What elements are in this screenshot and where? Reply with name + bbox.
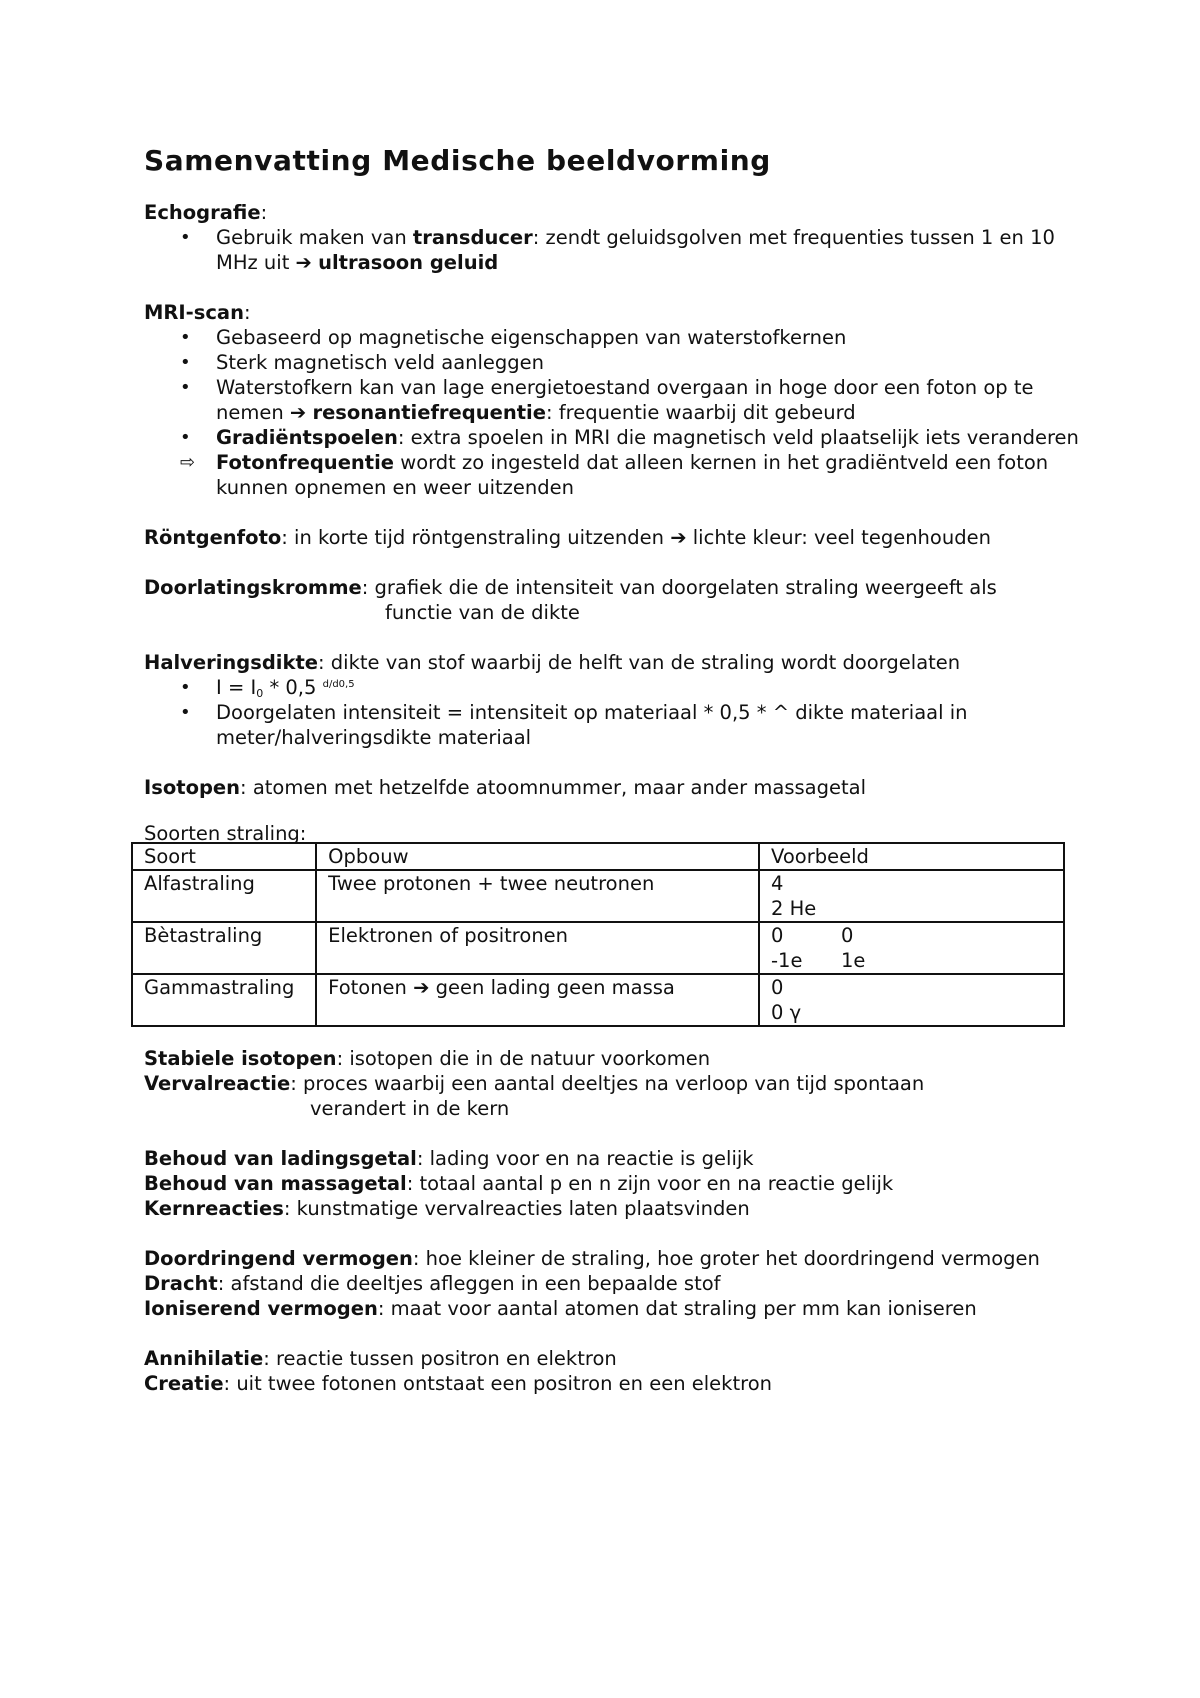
- table-header-row: [132, 843, 1064, 870]
- text: : proces waarbij een aantal deeltjes na verloop van tijd spontaan: [290, 1072, 925, 1095]
- bullet-icon: •: [180, 352, 191, 373]
- definition-term: Vervalreactie: [144, 1072, 291, 1095]
- bullet-icon: •: [180, 677, 191, 698]
- bullet-icon: •: [180, 377, 191, 398]
- section-mri-heading: [144, 300, 251, 325]
- text: : uit twee fotonen ontstaat een positron en een elektron: [223, 1372, 772, 1395]
- table-row: [132, 922, 1064, 974]
- text: 1e: [841, 949, 866, 972]
- document-title: Samenvatting Medische beeldvorming: [144, 144, 771, 177]
- echografie-bullet-1: [216, 225, 1055, 250]
- table-cell: Alfastraling: [132, 870, 316, 922]
- text: : grafiek die de intensiteit van doorgelaten straling weergeeft als: [361, 576, 997, 599]
- isotopen-term: Isotopen: [144, 776, 241, 799]
- fotonfrequentie-term: Fotonfrequentie: [216, 451, 395, 474]
- definition-term: Behoud van ladingsgetal: [144, 1147, 417, 1170]
- definition-term: Behoud van massagetal: [144, 1172, 407, 1195]
- text: : atomen met hetzelfde atoomnummer, maar ander massagetal: [240, 776, 866, 799]
- doorlatingskromme-line-2: functie van de dikte: [385, 601, 580, 624]
- ultrasoon-term: ultrasoon geluid: [318, 251, 499, 274]
- mri-bullet-3-line-2: [216, 400, 856, 425]
- text: : dikte van stof waarbij de helft van de straling wordt doorgelaten: [318, 651, 961, 674]
- halveringsdikte-definition: [144, 650, 960, 675]
- arrow-right-icon: ➔: [295, 251, 312, 274]
- text: lichte kleur: veel tegenhouden: [686, 526, 991, 549]
- isotopen-definition: [144, 775, 866, 800]
- halveringsdikte-bullet-2: Doorgelaten intensiteit = intensiteit op materiaal * 0,5 * ^ dikte materiaal in: [216, 701, 968, 724]
- table-row: [132, 974, 1064, 1026]
- text: : hoe kleiner de straling, hoe groter het doordringend vermogen: [412, 1247, 1040, 1270]
- text: : maat voor aantal atomen dat straling per mm kan ioniseren: [377, 1297, 977, 1320]
- text: 0 γ: [771, 1001, 802, 1024]
- arrow-right-icon: ➔: [289, 401, 307, 424]
- table-header: Opbouw: [316, 843, 759, 870]
- doorlatingskromme-definition: [144, 575, 997, 600]
- table-caption: Soorten straling:: [144, 822, 307, 845]
- table-cell: Elektronen of positronen: [316, 922, 759, 974]
- text: : zendt geluidsgolven met frequenties tussen 1 en 10: [532, 226, 1055, 249]
- text: [771, 948, 1063, 973]
- echografie-term: Echografie: [144, 201, 261, 224]
- resonantiefrequentie-term: resonantiefrequentie: [312, 401, 546, 424]
- text: Fotonen: [328, 976, 414, 999]
- mri-term: MRI-scan: [144, 301, 244, 324]
- section-echografie-heading: [144, 200, 267, 225]
- definition-term: Doordringend vermogen: [144, 1247, 413, 1270]
- definition-term: Stabiele isotopen: [144, 1047, 337, 1070]
- mri-conclusion: [216, 450, 1048, 475]
- table-cell: [316, 974, 759, 1026]
- halveringsdikte-bullet-2-line-2: meter/halveringsdikte materiaal: [216, 726, 532, 749]
- bullet-icon: •: [180, 427, 191, 448]
- text: * 0,5: [263, 676, 323, 699]
- text: : afstand die deeltjes afleggen in een bepaalde stof: [217, 1272, 721, 1295]
- gradientspoelen-term: Gradiëntspoelen: [216, 426, 398, 449]
- definition-line: [144, 1196, 750, 1221]
- doorlatingskromme-term: Doorlatingskromme: [144, 576, 362, 599]
- text: d/d0,5: [322, 679, 355, 690]
- text: : frequentie waarbij dit gebeurd: [545, 401, 856, 424]
- bullet-icon: •: [180, 702, 191, 723]
- definition-line: [144, 1146, 754, 1171]
- text: MHz uit: [216, 251, 296, 274]
- text: geen lading geen massa: [429, 976, 675, 999]
- halveringsdikte-term: Halveringsdikte: [144, 651, 319, 674]
- echografie-colon: :: [260, 201, 268, 224]
- text: : extra spoelen in MRI die magnetisch veld plaatselijk iets veranderen: [397, 426, 1079, 449]
- text: wordt zo ingesteld dat alleen kernen in het gradiëntveld een foton: [394, 451, 1049, 474]
- text: : isotopen die in de natuur voorkomen: [336, 1047, 711, 1070]
- arrow-right-icon: ➔: [413, 976, 430, 999]
- definition-line: [144, 1071, 924, 1096]
- table-cell: Gammastraling: [132, 974, 316, 1026]
- definition-term: Dracht: [144, 1272, 218, 1295]
- text: 0: [841, 924, 854, 947]
- arrow-right-icon: ➔: [670, 526, 687, 549]
- text: : kunstmatige vervalreacties laten plaatsvinden: [283, 1197, 750, 1220]
- definition-line: [144, 1296, 977, 1321]
- text: 4: [771, 872, 784, 895]
- rontgenfoto-definition: [144, 525, 991, 550]
- arrow-outline-icon: ⇨: [180, 452, 196, 473]
- text: 2 He: [771, 897, 817, 920]
- table-row: [132, 870, 1064, 922]
- text: 0: [771, 976, 784, 999]
- definition-line: [144, 1246, 1040, 1271]
- definition-line: [144, 1371, 772, 1396]
- text: : totaal aantal p en n zijn voor en na reactie gelijk: [406, 1172, 894, 1195]
- text: : in korte tijd röntgenstraling uitzenden: [281, 526, 671, 549]
- definition-term: Creatie: [144, 1372, 224, 1395]
- definition-line: [144, 1171, 893, 1196]
- mri-bullet-3: Waterstofkern kan van lage energietoestand overgaan in hoge door een foton op te: [216, 376, 1034, 399]
- rontgenfoto-term: Röntgenfoto: [144, 526, 282, 549]
- table-cell: [759, 870, 1064, 922]
- text: I = I: [216, 676, 257, 699]
- bullet-icon: •: [180, 227, 191, 248]
- mri-bullet-4: [216, 425, 1079, 450]
- table-cell: [759, 922, 1064, 974]
- bullet-icon: •: [180, 327, 191, 348]
- straling-table: [131, 842, 1065, 1027]
- text: nemen: [216, 401, 290, 424]
- text: 0: [256, 687, 264, 700]
- mri-bullet-2: Sterk magnetisch veld aanleggen: [216, 351, 545, 374]
- mri-bullet-1: Gebaseerd op magnetische eigenschappen van waterstofkernen: [216, 326, 847, 349]
- text: [771, 923, 1063, 948]
- definition-line: [144, 1346, 617, 1371]
- mri-conclusion-line-2: kunnen opnemen en weer uitzenden: [216, 476, 574, 499]
- table-cell: Bètastraling: [132, 922, 316, 974]
- definition-term: Kernreacties: [144, 1197, 284, 1220]
- table-header: Soort: [132, 843, 316, 870]
- text: 0: [771, 924, 784, 947]
- echografie-bullet-1-line-2: [216, 250, 498, 275]
- table-header: Voorbeeld: [759, 843, 1064, 870]
- definition-line: [144, 1271, 721, 1296]
- table-cell: Twee protonen + twee neutronen: [316, 870, 759, 922]
- definition-line: [144, 1046, 710, 1071]
- mri-colon: :: [243, 301, 251, 324]
- text: : lading voor en na reactie is gelijk: [416, 1147, 754, 1170]
- text: Gebruik maken van: [216, 226, 413, 249]
- table-cell: [759, 974, 1064, 1026]
- text: -1e: [771, 949, 803, 972]
- transducer-term: transducer: [412, 226, 533, 249]
- definition-line-continuation: verandert in de kern: [310, 1097, 510, 1120]
- definition-term: Ioniserend vermogen: [144, 1297, 378, 1320]
- text: : reactie tussen positron en elektron: [263, 1347, 617, 1370]
- definition-term: Annihilatie: [144, 1347, 264, 1370]
